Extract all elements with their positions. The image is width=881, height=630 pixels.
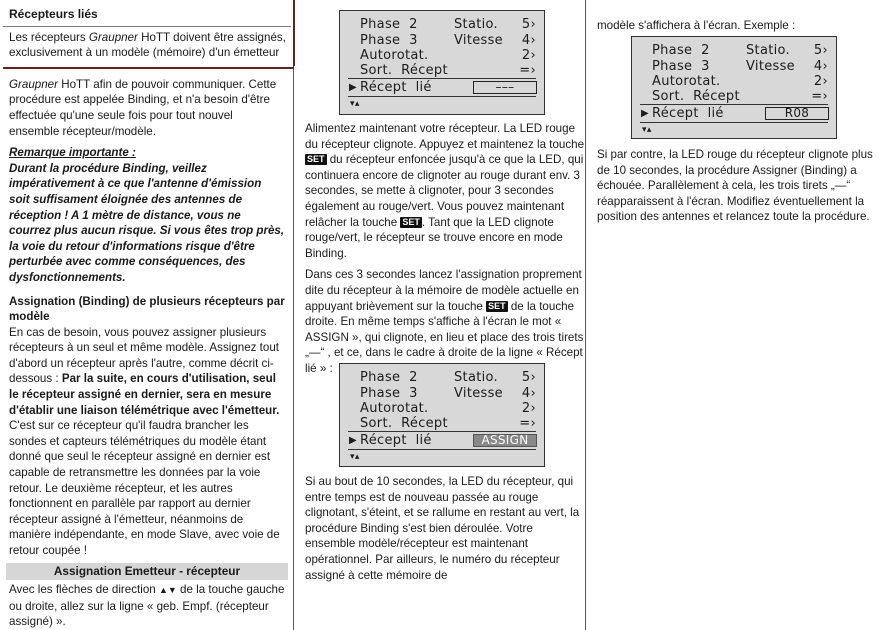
- middle-text-block-2: [305, 474, 585, 583]
- remark-heading: Remarque importante :: [9, 146, 136, 160]
- info-box: [3, 0, 291, 69]
- lcd-row: Phase 2 Statio. 5›: [652, 43, 828, 58]
- lcd-separator: [348, 431, 536, 432]
- lcd-row: Phase 3 Vitesse 4›: [652, 59, 828, 74]
- lcd-selected-row: ▶ Récept lié –––: [340, 80, 544, 95]
- lcd-row: Phase 3 Vitesse 4›: [360, 33, 536, 48]
- remark-text: Durant la procédure Binding, veillez impérativement à ce que l'antenne d'émission soit suffisament éloignée des antennes de réception ! A 1 mètre de distance, vous ne courrez plus aucun risque. Si vous êtes trop près, la voie du retour d'informations risque d'être perturbée avec comme conséquences, des dysfonctionnements.: [9, 161, 285, 284]
- box-title: Récepteurs liés: [3, 0, 291, 27]
- lcd-separator: [640, 104, 828, 105]
- paragraph-multi-receiver: En cas de besoin, vous pouvez assigner plusieurs récepteurs à un seul et même modèle. Assignez tout d'abord un récepteur après l'autre, comme décrit ci-dessous : Par la suite, en cours d'utilisation, seul le récepteur assigné en dernier, sera en mesure d'établir une liaison télémétrique avec l'émetteur. C'est sur ce récepteur qu'il faudra brancher les sondes et capteurs télémétriques du modèle étant donné que seul le récepteur assigné en dernier est capable de retransmettre les données par la voie retour. Le deuxième récepteur, et les autres fonctionnent en parallèle par rapport au dernier récepteur assigné à l'émetteur, néanmoins de manière indépendante, en mode Slave, avec voie de retour coupée !: [9, 325, 280, 557]
- column-rule-left: [293, 0, 294, 630]
- column-rule-accent: [293, 0, 295, 66]
- cursor-arrow-icon: ▶: [349, 82, 357, 93]
- gray-section-heading: Assignation Emetteur - récepteur: [6, 563, 288, 581]
- paragraph-arrows: Avec les flèches de direction ▲▼ de la touche gauche ou droite, allez sur la ligne « geb. Empf. (récepteur assigné) ».: [9, 583, 285, 629]
- cursor-arrow-icon: ▶: [349, 435, 357, 446]
- cursor-arrow-icon: ▶: [641, 108, 649, 119]
- scroll-arrows-icon: ▾▴: [350, 99, 360, 109]
- lcd-row: Phase 3 Vitesse 4›: [360, 386, 536, 401]
- paragraph-success: Si au bout de 10 secondes, la LED du récepteur, qui entre temps est de nouveau passée au rouge clignotant, s'éteint, et se rallume en restant au vert, la procédure Binding s'est bien déroulée. Votre ensemble modèle/récepteur est maintenant opérationnel. Par ailleurs, le numéro du récepteur assigné à cette mémoire de: [305, 475, 580, 582]
- lcd-row: Autorotat. 2›: [360, 48, 536, 63]
- box-divider: [3, 67, 294, 69]
- scroll-arrows-icon: ▾▴: [350, 452, 360, 462]
- lcd-row: Phase 2 Statio. 5›: [360, 17, 536, 32]
- column-left: [3, 0, 291, 630]
- middle-text-block-1: [305, 121, 585, 377]
- set-key-icon: SET: [488, 300, 506, 311]
- lcd-separator: [640, 122, 828, 123]
- column-rule-right: [585, 0, 586, 630]
- lcd-row: Sort. Récept =›: [360, 63, 536, 78]
- lcd-row: Autorotat. 2›: [360, 401, 536, 416]
- set-key-icon: SET: [402, 216, 420, 227]
- lcd-screen-2: [339, 363, 545, 467]
- lcd-value-field: –––: [473, 81, 537, 94]
- lcd-row: Sort. Récept =›: [360, 416, 536, 431]
- lcd-selected-row: ▶ Récept lié ASSIGN: [340, 433, 544, 448]
- lcd-row: Autorotat. 2›: [652, 74, 828, 89]
- paragraph-failure: Si par contre, la LED rouge du récepteur clignote plus de 10 secondes, la procédure Assigner (Binding) a échouée. Parallèlement à cela, les trois tirets „—“ réapparaissent à l'écran. Modifiez éventuellement la position des antennes et relancez toute la procédure.: [597, 148, 873, 224]
- lcd-selected-row: ▶ Récept lié R08: [632, 106, 836, 121]
- box-body: Les récepteurs Graupner HoTT doivent être assignés, exclusivement à un modèle (mémoire) d'un émetteur: [9, 30, 286, 60]
- lcd-row: Phase 2 Statio. 5›: [360, 370, 536, 385]
- lcd-value-field: ASSIGN: [473, 434, 537, 447]
- column-right: [597, 0, 879, 224]
- lcd-value-field: R08: [765, 107, 829, 120]
- lcd-screen-3: [631, 36, 837, 139]
- lcd-screen-1: [339, 10, 545, 115]
- lcd-separator: [348, 96, 536, 97]
- paragraph-led: Alimentez maintenant votre récepteur. La LED rouge du récepteur clignote. Appuyez et maintenez la touche SET du récepteur enfoncée jusqu'à ce que la LED, qui continuera encore de clignoter au rouge durant env. 3 secondes, se mette à clignoter, pour 3 secondes également au rouge/vert. Vous pouvez maintenant relâcher la touche SET . Tant que la LED clignote rouge/vert, le récepteur se trouve encore en mode Binding.: [305, 122, 585, 260]
- section-heading-multi-receiver: Assignation (Binding) de plusieurs récepteurs par modèle: [9, 294, 285, 324]
- paragraph-example: modèle s'affichera à l'écran. Exemple :: [597, 19, 796, 32]
- right-text-block: [597, 147, 877, 225]
- scroll-arrows-icon: ▾▴: [642, 125, 652, 135]
- paragraph-assign: Dans ces 3 secondes lancez l'assignation proprement dite du récepteur à la mémoire de modèle actuelle en appuyant brièvement sur la touche SET de la touche droite. En même temps s'affiche à l'écran le mot « ASSIGN », qui clignote, en lieu et place des trois tirets „—“ , et ce, dans le cadre à droite de la ligne « Récept lié » :: [305, 268, 584, 375]
- lcd-row: Sort. Récept =›: [652, 89, 828, 104]
- lcd-separator: [348, 449, 536, 450]
- lcd-separator: [348, 78, 536, 79]
- paragraph-binding-intro: Graupner HoTT afin de pouvoir communiquer. Cette procédure est appelée Binding, et n'a besoin d'être effectuée qu'une seule fois pour tout nouvel ensemble récepteur/modèle.: [9, 77, 277, 138]
- set-key-icon: SET: [307, 154, 325, 165]
- arrow-up-down-icon: ▲▼: [158, 585, 177, 596]
